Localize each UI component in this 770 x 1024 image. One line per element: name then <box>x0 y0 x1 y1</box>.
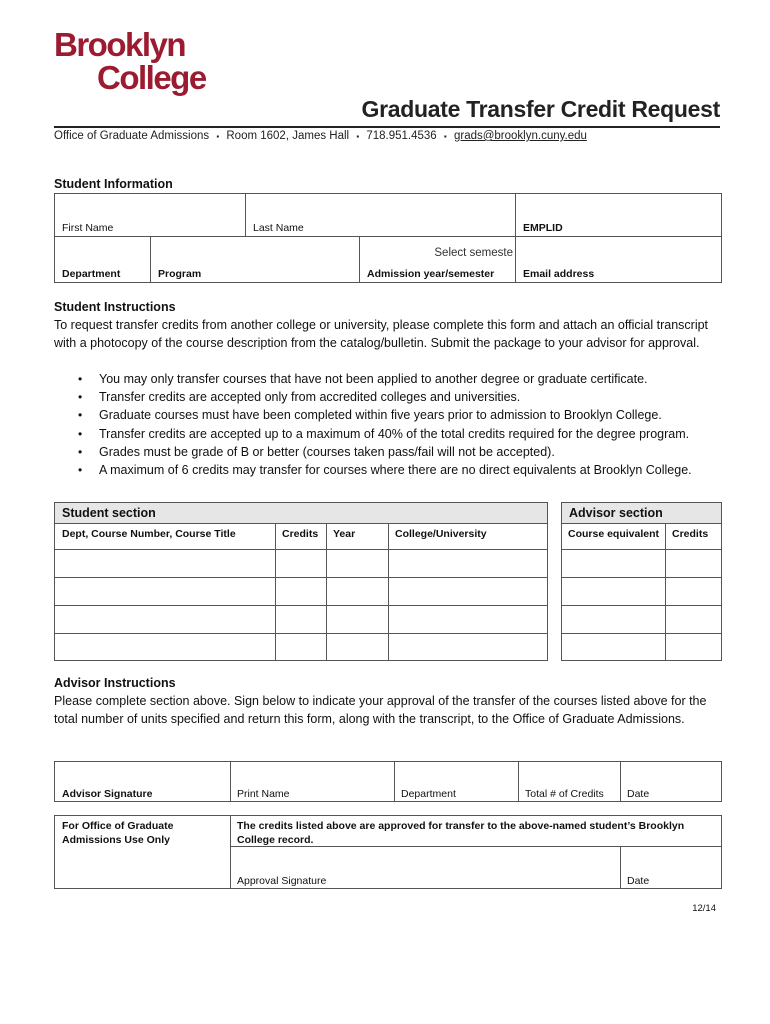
student-instructions-text: To request transfer credits from another college or university, please complete this form and attach an official transcript with a photocopy of the course description from the catalog/bulletin. Submit the package to your advisor for approval. <box>54 318 709 350</box>
logo-line-1: Brooklyn <box>54 26 186 63</box>
approval-signature-label: Approval Signature <box>237 875 327 887</box>
table-cell[interactable] <box>326 633 389 661</box>
department-sign-label: Department <box>401 788 456 800</box>
table-cell[interactable] <box>665 577 722 606</box>
date-label: Date <box>627 788 650 800</box>
advisor-instructions-text: Please complete section above. Sign below to indicate your approval of the transfer of the courses listed above for the total number of units specified and return this form, along with the transcript, to the Office of Graduate Admissions. <box>54 694 707 726</box>
list-item: • A maximum of 6 credits may transfer for courses where there are no direct equivalents at Brooklyn College. <box>78 461 738 479</box>
title-rule <box>54 126 720 128</box>
program-label: Program <box>158 268 202 280</box>
col-equivalent-header <box>561 523 666 550</box>
office-room: Room 1602, James Hall <box>226 130 350 142</box>
advisor-signature-field[interactable] <box>54 761 231 802</box>
department-field[interactable] <box>54 236 151 283</box>
total-credits-label: Total # of Credits <box>525 788 604 800</box>
brooklyn-college-logo <box>54 28 224 94</box>
table-cell[interactable] <box>665 605 722 634</box>
table-cell[interactable] <box>388 633 548 661</box>
emplid-field[interactable] <box>515 193 722 237</box>
office-email[interactable]: grads@brooklyn.cuny.edu <box>453 130 587 142</box>
last-name-field[interactable] <box>245 193 516 237</box>
program-field[interactable] <box>150 236 360 283</box>
student-section-header <box>54 502 548 524</box>
table-cell[interactable] <box>54 633 276 661</box>
last-name-label: Last Name <box>253 222 304 234</box>
separator: ▪ <box>443 132 447 141</box>
table-cell[interactable] <box>665 549 722 578</box>
col-year-header <box>326 523 389 550</box>
student-section-label: Student section <box>62 506 156 520</box>
table-cell[interactable] <box>326 577 389 606</box>
office-use-label-box <box>54 815 231 889</box>
admission-semester-select[interactable] <box>359 236 516 283</box>
advisor-instructions-heading: Advisor Instructions <box>54 676 176 690</box>
col-credits-header <box>275 523 327 550</box>
first-name-label: First Name <box>62 222 114 234</box>
separator: ▪ <box>216 132 220 141</box>
department-sign-field[interactable] <box>394 761 519 802</box>
advisor-section-header <box>561 502 722 524</box>
col-equivalent-label: Course equivalent <box>568 528 660 540</box>
col-course-label: Dept, Course Number, Course Title <box>62 528 236 540</box>
table-cell[interactable] <box>388 577 548 606</box>
table-cell[interactable] <box>665 633 722 661</box>
print-name-label: Print Name <box>237 788 290 800</box>
email-field[interactable] <box>515 236 722 283</box>
table-cell[interactable] <box>275 633 327 661</box>
total-credits-field[interactable] <box>518 761 621 802</box>
print-name-field[interactable] <box>230 761 395 802</box>
list-item: • You may only transfer courses that have not been applied to another degree or graduate certificate. <box>78 370 738 388</box>
table-cell[interactable] <box>275 577 327 606</box>
approval-signature-field[interactable] <box>230 846 621 889</box>
list-item: • Transfer credits are accepted up to a maximum of 40% of the total credits required for the degree program. <box>78 425 738 443</box>
emplid-label: EMPLID <box>523 222 563 234</box>
advisor-section-label: Advisor section <box>569 506 663 520</box>
table-cell[interactable] <box>326 605 389 634</box>
office-name: Office of Graduate Admissions <box>54 130 210 142</box>
table-cell[interactable] <box>54 549 276 578</box>
date-field[interactable] <box>620 761 722 802</box>
list-item: • Graduate courses must have been completed within five years prior to admission to Brooklyn College. <box>78 406 738 424</box>
office-statement-box <box>230 815 722 847</box>
email-label: Email address <box>523 268 595 280</box>
instructions-list <box>78 370 738 479</box>
list-item: • Grades must be grade of B or better (courses taken pass/fail will not be accepted). <box>78 443 738 461</box>
admission-label: Admission year/semester <box>367 268 495 280</box>
col-college-header <box>388 523 548 550</box>
approval-date-label: Date <box>627 875 650 887</box>
separator: ▪ <box>356 132 360 141</box>
table-cell[interactable] <box>275 549 327 578</box>
student-instructions-heading: Student Instructions <box>54 300 176 314</box>
advisor-signature-label: Advisor Signature <box>62 788 153 800</box>
table-cell[interactable] <box>561 577 666 606</box>
office-use-label: For Office of Graduate Admissions Use Only <box>62 820 174 846</box>
student-info-heading: Student Information <box>54 177 173 191</box>
table-cell[interactable] <box>54 605 276 634</box>
table-cell[interactable] <box>561 633 666 661</box>
list-item: • Transfer credits are accepted only from accredited colleges and universities. <box>78 388 738 406</box>
contact-line <box>54 130 587 142</box>
form-version: 12/14 <box>692 903 716 914</box>
col-course-header <box>54 523 276 550</box>
table-cell[interactable] <box>275 605 327 634</box>
col-credits-label: Credits <box>282 528 319 540</box>
col-adv-credits-label: Credits <box>672 528 709 540</box>
semester-select-placeholder[interactable]: Select semeste <box>434 247 513 259</box>
first-name-field[interactable] <box>54 193 246 237</box>
col-adv-credits-header <box>665 523 722 550</box>
department-label: Department <box>62 268 121 280</box>
approval-date-field[interactable] <box>620 846 722 889</box>
col-year-label: Year <box>333 528 356 540</box>
table-cell[interactable] <box>54 577 276 606</box>
col-college-label: College/University <box>395 528 487 540</box>
table-cell[interactable] <box>561 549 666 578</box>
table-cell[interactable] <box>561 605 666 634</box>
logo-line-2: College <box>97 59 206 96</box>
form-title: Graduate Transfer Credit Request <box>361 96 720 122</box>
table-cell[interactable] <box>388 549 548 578</box>
office-statement: The credits listed above are approved for transfer to the above-named student’s Brooklyn College record. <box>237 820 685 846</box>
office-phone: 718.951.4536 <box>366 130 437 142</box>
table-cell[interactable] <box>388 605 548 634</box>
table-cell[interactable] <box>326 549 389 578</box>
